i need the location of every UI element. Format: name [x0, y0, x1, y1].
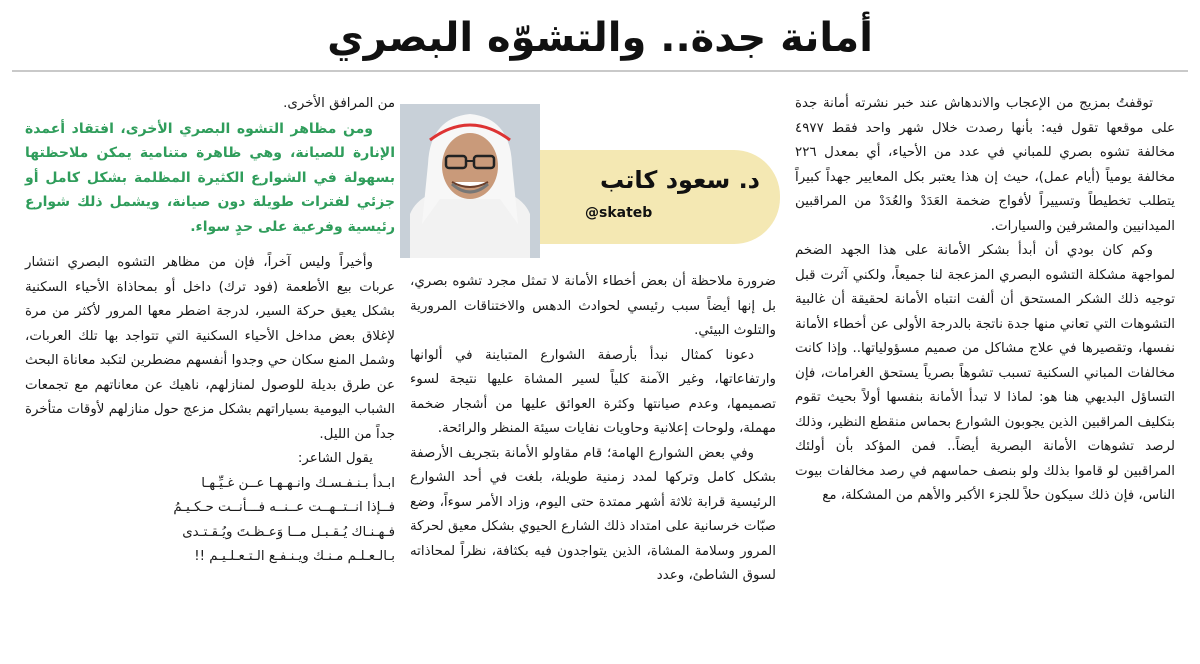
paragraph: ضرورة ملاحظة أن بعض أخطاء الأمانة لا تمثل مجرد تشوه بصري، بل إنها أيضاً سبب رئيسي لحوادث الدهس والاختناقات المرورية والتلوث البيئي.: [410, 274, 776, 338]
poem-verse: فــإذا انــتــهــت عــنــه فـــأنــت حـكـيـمُ: [173, 500, 395, 515]
paragraph: وفي بعض الشوارع الهامة؛ قام مقاولو الأمانة بتجريف الأرصفة بشكل كامل وتركها لمدد زمنية طويلة، بلغت في أحد الشوارع الرئيسية قرابة ثلاثة أشهر ممتدة حتى اليوم، وزاد الأمر سوءاً، وضع صبّات خرسانية على امتداد ذلك الشارع الحيوي بشكل معيق لحركة المرور وسلامة المشاة، الذين يتواجدون فيه بكثافة، نظراً لمحاذاته لسوق الشاطئ، وعدد: [410, 445, 776, 583]
author-handle[interactable]: @skateb: [585, 205, 653, 221]
paragraph: وكم كان بودي أن أبدأ بشكر الأمانة على هذا الجهد الضخم لمواجهة مشكلة التشوه البصري المزعجة لنا جميعاً، ولكني آثرت قبل توجيه ذلك الشكر المستحق أن ألفت انتباه الأمانة لحقيقة أن غالبية التشوهات التي تعاني منها جدة ناتجة بالدرجة الأولى عن أخطاء الأمانة نفسها، وتقصيرها في علاج مشاكل من صميم مسؤولياتها.. وإذا كانت مخالفات المباني السكنية تسبب تشوهاً بصرياً يستحق الغرامات، فإن التساؤل البديهي هنا هو: لماذا لا تبدأ الأمانة بنفسها أولاً بحيث تقوم بتكليف المراقبين الذين يجوبون الشوارع بحماس منقطع النظير، وذلك لرصد تشوهات الأمانة البصرية أيضاً.. فمن المؤكد بأن أولئك المراقبين لو قاموا بذلك ولو بنصف حماسهم في رصد مخالفات بيوت الناس، فإن ذلك سيكون حلاً للجزء الأكبر والأهم من المشكلة، مع: [795, 243, 1175, 503]
title-divider: [12, 70, 1188, 72]
highlighted-paragraph: ومن مظاهر التشوه البصري الأخرى، افتقاد أعمدة الإنارة للصيانة، وهي ظاهرة متنامية يمكن ملاحظتها بسهولة في الشوارع الكثيرة المظلمة بشكل كامل أو جزئي لفترات طويلة دون صيانة، ويشمل ذلك شوارع رئيسية وفرعية على حدٍ سواء.: [25, 120, 395, 235]
poem-verse: فـهـنـاك يُـقـبـل مــا وَعـظـتَ ويُـقـتـدى: [182, 524, 395, 540]
poem-verse: ابـدأ بـنـفـسـك وانـهـهـا عــن غـيِّـهـا: [201, 475, 395, 491]
article-column-middle: [410, 270, 776, 589]
paragraph: من المرافق الأخرى.: [283, 96, 395, 111]
article-column-left: [25, 92, 395, 570]
author-name: د. سعود كاتب: [599, 166, 760, 194]
poem-verse: بـالـعـلـم مـنـك ويـنـفـع الـتـعـلـيـم !!: [194, 549, 395, 564]
article-title: أمانة جدة.. والتشوّه البصري: [327, 15, 873, 61]
article-column-right: [795, 92, 1175, 509]
author-photo: [400, 104, 540, 258]
paragraph: وأخيراً وليس آخراً، فإن من مظاهر التشوه البصري انتشار عربات بيع الأطعمة (فود ترك) داخل أو بمحاذاة الأحياء السكنية بشكل يعيق حركة السير، لدرجة اضطر معها المرور لأكثر من مرة لإغلاق بعض مداخل الأحياء السكنية التي تتواجد بها تلك العربات، وشمل المنع سكان حي وجدوا أنفسهم مضطرين لتكبد معاناة البحث عن طرق بديلة للوصول لمنازلهم، ناهيك عن معاناتهم مع تجمعات الشباب اليومية بسياراتهم بشكل مزعج حول منازلهم لأوقات متأخرة جداً من الليل.: [25, 255, 395, 442]
author-portrait-icon: [400, 104, 540, 258]
poet-intro: يقول الشاعر:: [297, 451, 373, 466]
paragraph: توقفتُ بمزيج من الإعجاب والاندهاش عند خبر نشرته أمانة جدة على موقعها تقول فيه: بأنها رصدت خلال شهر واحد فقط ٤٩٧٧ مخالفة تشوه بصري للمباني في عدد من الأحياء، أي بمعدل ٢٢٦ مخالفة يومياً (أيام عمل)، حيث إن هذا يعتبر بكل المعايير جهداً كبيراً يتطلب تخطيطاً وتسييراً لأفواج ضخمة العَدَدْ والعُدَدْ من المراقبين الميدانيين والمشرفين والسيارات.: [795, 96, 1175, 234]
paragraph: دعونا كمثال نبدأ بأرصفة الشوارع المتباينة في ألوانها وارتفاعاتها، وغير الآمنة كلياً لسير المشاة عليها نتيجة لسوء تصميمها، وعدم صيانتها وكثرة العوائق عليها من أشجار ضخمة مهملة، ولوحات إعلانية وحاويات نفايات سيئة المنظر والرائحة.: [410, 347, 776, 436]
